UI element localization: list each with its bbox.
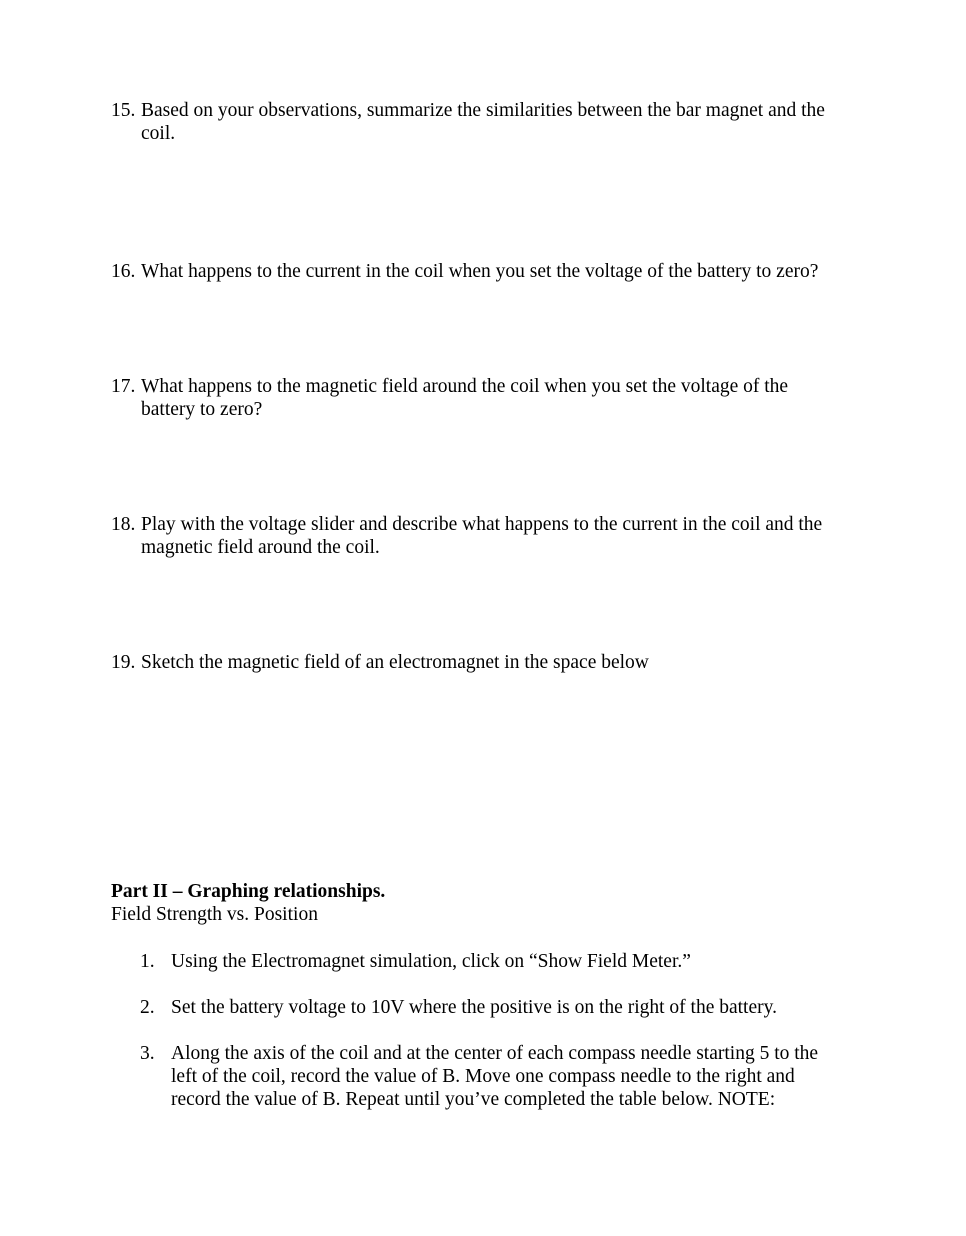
step-number: 1. bbox=[140, 951, 155, 972]
question-16 bbox=[111, 260, 831, 283]
question-number: 17. bbox=[111, 376, 136, 397]
step-text: Set the battery voltage to 10V where the positive is on the right of the battery. bbox=[171, 997, 777, 1018]
step-text: Along the axis of the coil and at the center of each compass needle starting 5 to the left of the coil, record the value of B. Move one compass needle to the right and record the value of B. Repeat until you’ve completed the table below. NOTE: bbox=[171, 1043, 819, 1110]
question-17 bbox=[111, 375, 831, 421]
question-18 bbox=[111, 513, 831, 559]
step-1 bbox=[140, 950, 840, 973]
question-number: 19. bbox=[111, 652, 136, 673]
step-text: Using the Electromagnet simulation, click on “Show Field Meter.” bbox=[171, 951, 691, 972]
question-text: What happens to the magnetic field around the coil when you set the voltage of the battery to zero? bbox=[141, 376, 789, 420]
step-2 bbox=[140, 996, 840, 1019]
step-number: 3. bbox=[140, 1043, 155, 1064]
question-number: 18. bbox=[111, 514, 136, 535]
question-19 bbox=[111, 651, 831, 674]
question-text: Based on your observations, summarize the similarities between the bar magnet and the coil. bbox=[141, 100, 825, 144]
part-subtitle: Field Strength vs. Position bbox=[111, 904, 318, 925]
question-number: 15. bbox=[111, 100, 136, 121]
question-text: What happens to the current in the coil when you set the voltage of the battery to zero? bbox=[141, 261, 819, 282]
step-3 bbox=[140, 1042, 840, 1111]
question-number: 16. bbox=[111, 261, 136, 282]
part-title: Part II – Graphing relationships. bbox=[111, 881, 386, 902]
question-text: Sketch the magnetic field of an electromagnet in the space below bbox=[141, 652, 649, 673]
question-text: Play with the voltage slider and describe what happens to the current in the coil and the magnetic field around the coil. bbox=[141, 514, 823, 558]
question-15 bbox=[111, 99, 831, 145]
part-ii-heading bbox=[111, 880, 385, 926]
step-number: 2. bbox=[140, 997, 155, 1018]
part-ii-steps bbox=[140, 950, 840, 1134]
